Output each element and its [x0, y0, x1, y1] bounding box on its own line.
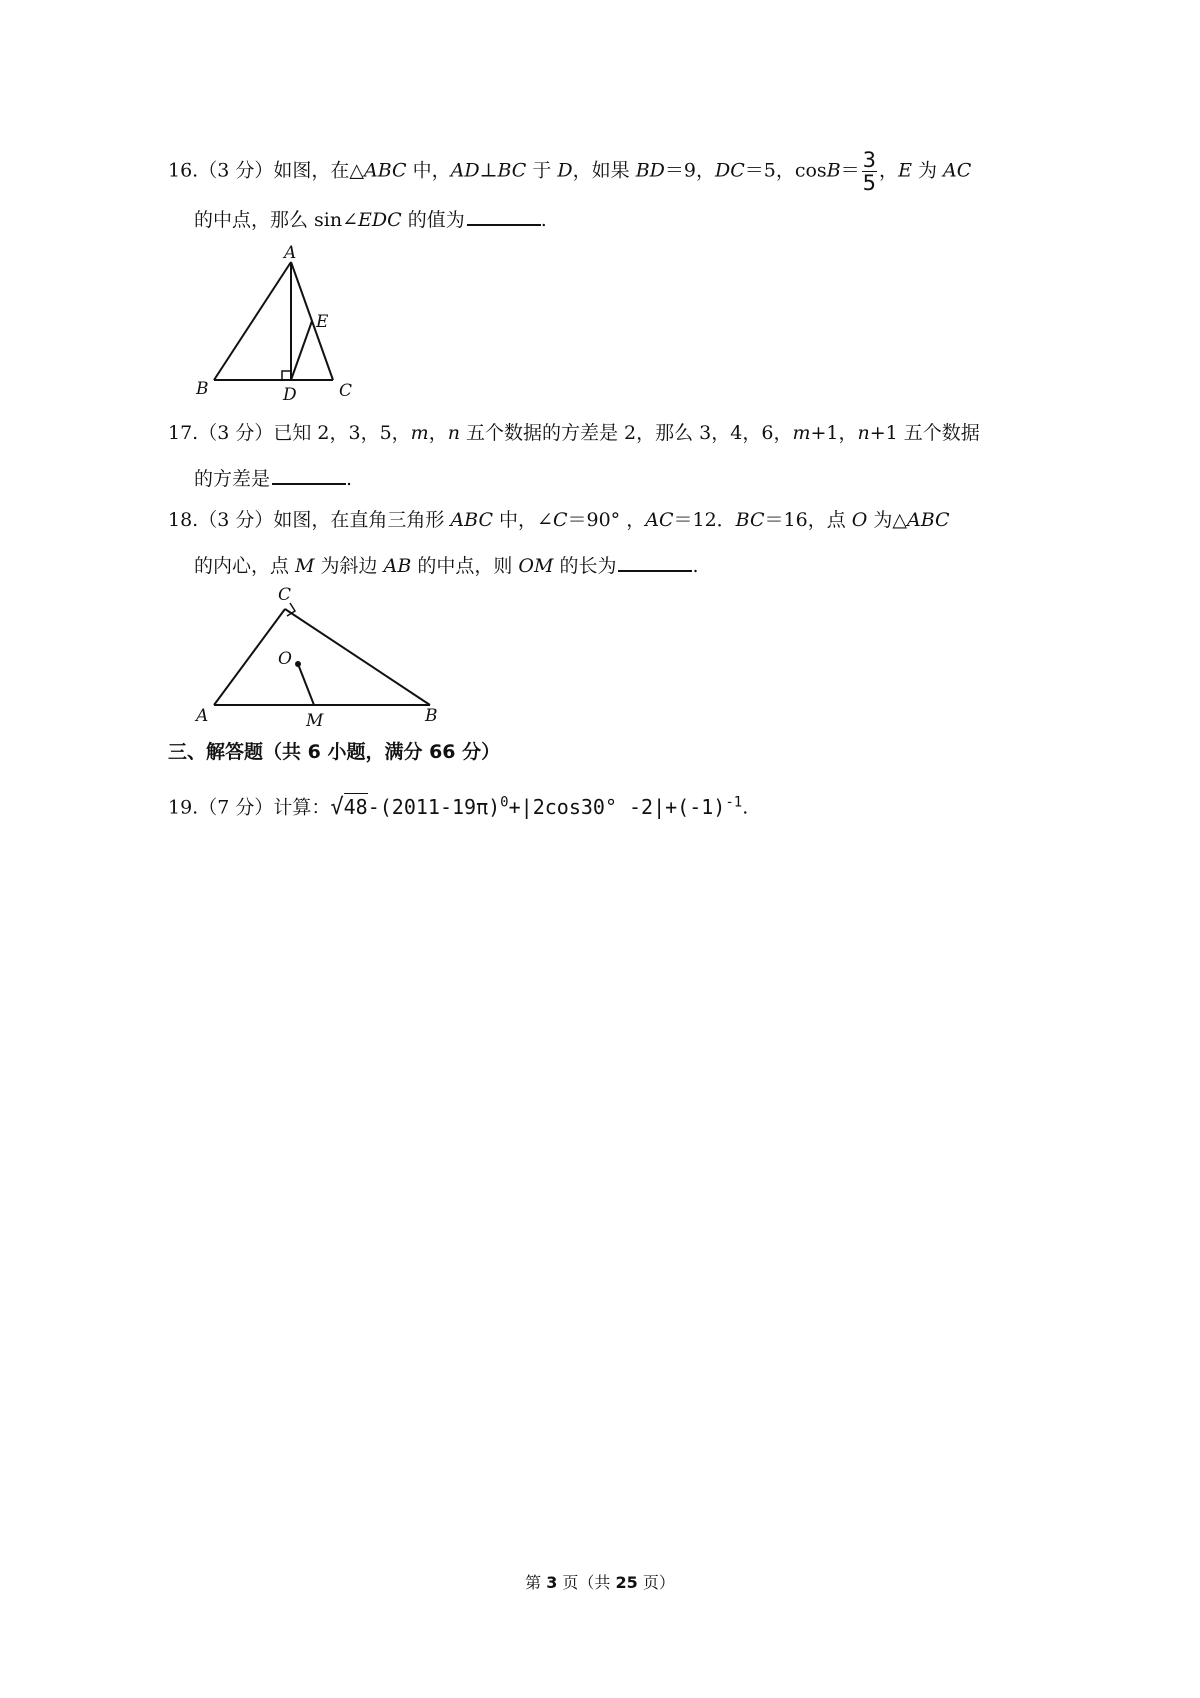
q18-text: 的长为: [553, 555, 617, 577]
q18-text: 的内心，点: [194, 555, 296, 577]
q16-var: ABC: [363, 159, 407, 182]
q16-text: 于: [526, 159, 558, 182]
q18-text: 为斜边: [314, 555, 384, 577]
q16-text: 如图，在△: [273, 159, 364, 182]
exponent-zero: 0: [500, 794, 509, 810]
q16-line2: [194, 206, 547, 232]
q16-var: BD: [635, 159, 665, 182]
q19-period: .: [742, 796, 749, 819]
q16-var: D: [557, 159, 573, 182]
q18-period: .: [692, 555, 699, 577]
q19-score: （7 分）: [198, 796, 274, 819]
q19-number: 19.: [168, 796, 199, 819]
q18-text: 如图，在直角三角形: [273, 509, 451, 531]
footer-text: 页）: [637, 1573, 675, 1592]
fraction-three-fifths: [862, 149, 877, 194]
q16-text: 的值为: [401, 209, 465, 231]
footer-text: 页（共: [557, 1573, 616, 1592]
label-a: A: [284, 243, 297, 263]
label-c: C: [339, 381, 353, 401]
q18-text: ＝90° ，: [567, 509, 646, 531]
q16-var: AD: [450, 159, 480, 182]
q19-text: 计算：: [273, 796, 331, 819]
q18-text: 中，∠: [492, 509, 553, 531]
q17-text: 已知 2，3，5，: [273, 422, 411, 444]
q18-number: 18.: [168, 509, 199, 531]
q18-var: OM: [518, 555, 554, 577]
q16-text: ，: [879, 159, 899, 182]
q16-var: AC: [943, 159, 972, 182]
answer-blank: [467, 206, 541, 226]
expr-part: +|2cos30° -2|+(-1): [508, 794, 726, 819]
q17-var: m: [410, 422, 429, 444]
q18-score: （3 分）: [198, 509, 274, 531]
label-e: E: [316, 312, 329, 332]
q16-text: 中，: [406, 159, 451, 182]
radicand: 48: [343, 794, 368, 819]
q17-text: +1 五个数据: [869, 422, 980, 444]
q18-line2: [194, 552, 699, 578]
q18-text: 为△: [867, 509, 907, 531]
answer-blank: [618, 552, 692, 572]
q18-var: AB: [383, 555, 412, 577]
point-o: [295, 661, 301, 667]
q16-text: ＝9，: [664, 159, 715, 182]
segment-ab: [214, 262, 291, 380]
q16-number: 16.: [168, 159, 199, 182]
label-b: B: [425, 706, 438, 726]
q17-line2: [194, 465, 352, 491]
exponent-minus-one: -1: [725, 794, 743, 810]
footer-text: 第: [525, 1573, 547, 1592]
page-number: 3: [546, 1573, 558, 1592]
q18-var: ABC: [906, 509, 950, 531]
segment-ac: [214, 609, 285, 705]
q17-var: n: [857, 422, 870, 444]
q17-text: 的方差是: [194, 468, 271, 490]
label-o: O: [278, 649, 292, 669]
answer-blank: [272, 465, 346, 485]
label-a: A: [196, 706, 209, 726]
q18-var: AC: [645, 509, 674, 531]
radical-sign: √: [330, 794, 344, 820]
fraction-numerator: 3: [862, 148, 877, 172]
q18-var: O: [851, 509, 868, 531]
q18-text: 的中点，则: [411, 555, 519, 577]
page-footer: [0, 1570, 1200, 1593]
label-m: M: [306, 711, 324, 731]
label-b: B: [196, 379, 209, 399]
q17-number: 17.: [168, 422, 199, 444]
q16-line1: [168, 149, 971, 194]
q18-var: ABC: [450, 509, 493, 531]
q16-period: .: [540, 209, 547, 231]
q16-var: B: [826, 159, 841, 182]
q18-var: M: [295, 555, 315, 577]
q16-text: ＝: [840, 159, 860, 182]
q17-text: +1，: [810, 422, 858, 444]
q16-text: ，如果: [572, 159, 636, 182]
q16-var: EDC: [358, 209, 402, 231]
q16-score: （3 分）: [198, 159, 274, 182]
q16-var: BC: [497, 159, 527, 182]
expr-part: -(2011-19π): [367, 794, 501, 819]
q17-text: 五个数据的方差是 2，那么 3，4，6，: [459, 422, 793, 444]
total-pages: 25: [615, 1573, 638, 1592]
q16-text: ＝5，cos: [744, 159, 827, 182]
segment-om: [298, 664, 314, 705]
q16-text: 的中点，那么 sin∠: [194, 209, 359, 231]
q18-var: C: [552, 509, 568, 531]
q17-var: n: [447, 422, 460, 444]
q19-line1: [168, 790, 748, 820]
q19-expression: [330, 795, 742, 819]
q18-line1: [168, 508, 950, 532]
q16-figure-triangle: [188, 240, 368, 405]
q16-text: ⊥: [479, 159, 498, 182]
q18-text: ＝16，点: [764, 509, 852, 531]
q17-line1: [168, 421, 980, 445]
q16-var: E: [898, 159, 912, 182]
q18-figure-right-triangle: [188, 582, 458, 732]
q16-var: DC: [714, 159, 745, 182]
label-c: C: [278, 585, 292, 605]
q18-text: ＝12．: [673, 509, 736, 531]
q17-text: ，: [428, 422, 448, 444]
fraction-denominator: 5: [862, 171, 877, 195]
q17-score: （3 分）: [198, 422, 274, 444]
q17-period: .: [346, 468, 353, 490]
segment-bc: [285, 609, 430, 705]
right-angle-mark: [282, 371, 291, 380]
q18-var: BC: [735, 509, 765, 531]
label-d: D: [283, 385, 297, 405]
section-heading: 三、解答题（共 6 小题，满分 66 分）: [168, 741, 501, 763]
q16-text: 为: [911, 159, 944, 182]
q17-var: m: [792, 422, 811, 444]
segment-de: [291, 321, 312, 380]
